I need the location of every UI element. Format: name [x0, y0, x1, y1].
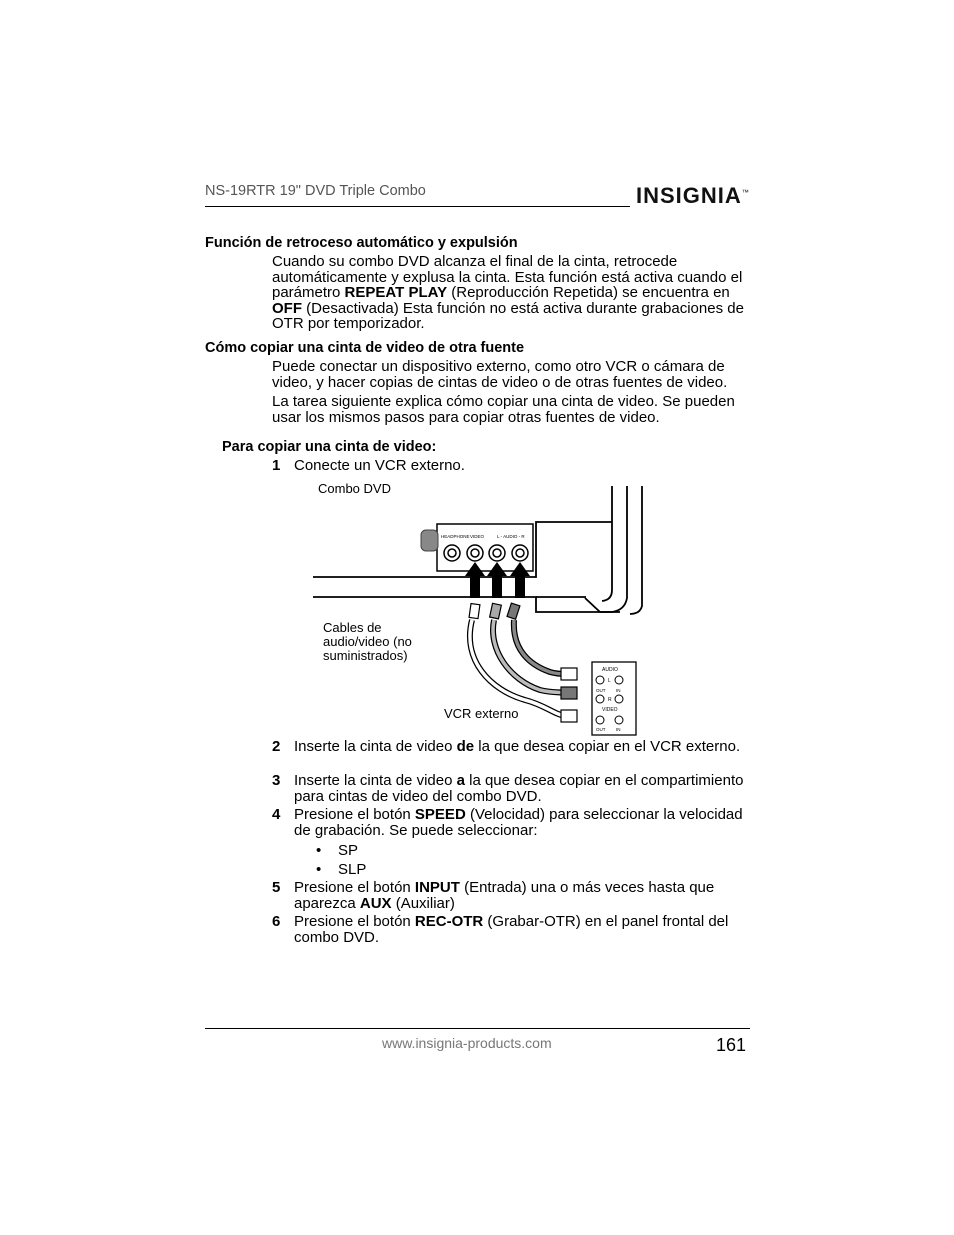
speed-option-sp: • SP: [316, 842, 359, 859]
connection-arrows: [465, 562, 530, 598]
copy-intro-paragraph: Puede conectar un dispositivo externo, como otro VCR o cámara de video, y hacer copias de cintas de video o de otras fuentes de video.: [272, 358, 728, 391]
cable-plugs: [469, 603, 520, 619]
av-cables-inner: [470, 620, 566, 716]
step-text: Presione el botón REC-OTR (Grabar-OTR) en el panel frontal del combo DVD.: [294, 913, 729, 946]
vcr-out-label-2: OUT: [596, 727, 606, 732]
footer-url: www.insignia-products.com: [382, 1035, 552, 1051]
step-text: Presione el botón INPUT (Entrada) una o más veces hasta que aparezca AUX (Auxiliar): [294, 879, 715, 912]
footer-rule: [205, 1028, 750, 1029]
cables-label: Cables de audio/video (no suministrados): [323, 620, 412, 663]
vcr-in-label-2: IN: [616, 727, 621, 732]
vcr-r-label: R: [608, 697, 612, 703]
step-number: 6: [272, 913, 281, 930]
vcr-video-label: VIDEO: [602, 707, 618, 713]
vcr-label: VCR externo: [444, 706, 519, 721]
vcr-audio-label: AUDIO: [602, 667, 618, 673]
page-number: 161: [716, 1035, 747, 1055]
step-number: 1: [272, 457, 281, 474]
copy-task-paragraph: La tarea siguiente explica cómo copiar una cinta de video. Se pueden usar los mismos pasos para copiar otras fuentes de video.: [272, 393, 735, 426]
step-text: Inserte la cinta de video de la que desea copiar en el VCR externo.: [294, 738, 741, 755]
step-text: Presione el botón SPEED (Velocidad) para seleccionar la velocidad de grabación. Se puede seleccionar:: [294, 806, 743, 839]
speed-option-slp: • SLP: [316, 861, 367, 878]
vcr-plugs: [561, 668, 577, 722]
panel-audio-label: L - AUDIO - R: [497, 534, 525, 539]
step-number: 2: [272, 738, 281, 755]
panel-video-label: VIDEO: [470, 534, 485, 539]
section-heading-copy-tape: Cómo copiar una cinta de video de otra fuente: [205, 340, 525, 356]
insignia-logo: INSIGNIA™: [636, 183, 750, 208]
av-cables: [470, 620, 566, 716]
vcr-l-label: L: [608, 678, 611, 684]
vcr-in-label: IN: [616, 688, 621, 693]
step-number: 4: [272, 806, 281, 823]
section-heading-auto-rewind: Función de retroceso automático y expulsión: [205, 235, 518, 251]
panel-headphone-label: HEADPHONE: [441, 534, 470, 539]
procedure-heading: Para copiar una cinta de video:: [222, 439, 437, 455]
panel-knob: [421, 530, 438, 551]
auto-rewind-paragraph: Cuando su combo DVD alcanza el final de la cinta, retrocede automáticamente y explusa la cinta. Esta función está activa cuando el parámetro REPEAT PLAY (Reproducción Repetida) se encuentra en OFF (Desactivada) Esta función no está activa durante grabaciones de OTR por temporizador.: [272, 253, 744, 333]
document-header-title: NS-19RTR 19" DVD Triple Combo: [205, 183, 426, 199]
vcr-out-label: OUT: [596, 688, 606, 693]
step-text: Conecte un VCR externo.: [294, 457, 465, 474]
combo-dvd-label: Combo DVD: [318, 481, 391, 496]
step-text: Inserte la cinta de video a la que desea copiar en el compartimiento para cintas de video del combo DVD.: [294, 772, 744, 805]
step-number: 3: [272, 772, 281, 789]
step-number: 5: [272, 879, 281, 896]
